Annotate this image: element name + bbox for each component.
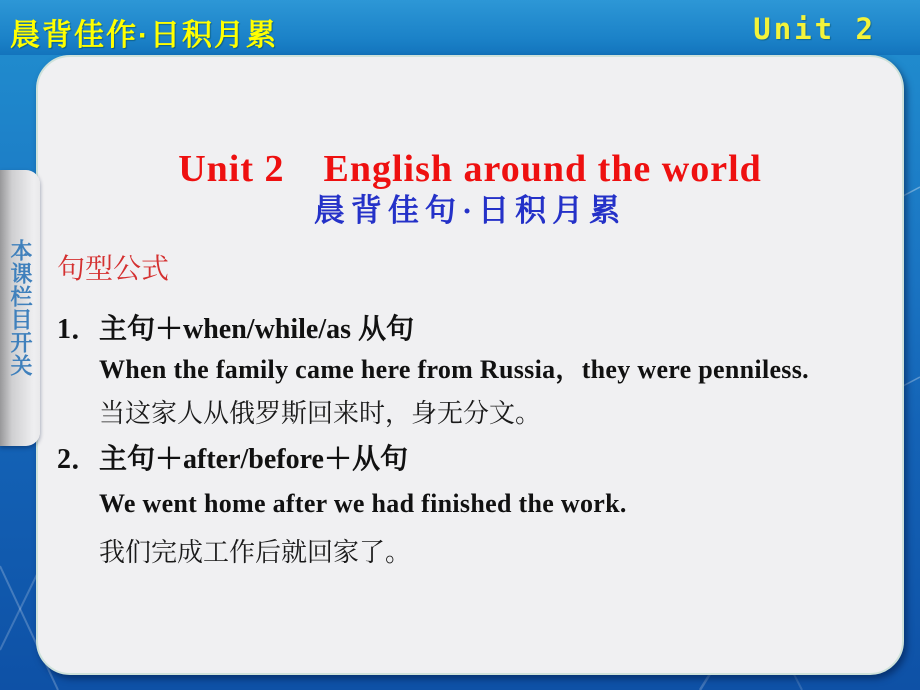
slide-title: Unit 2 English around the world	[178, 148, 762, 190]
pattern-2-example-sentence: We went home after we had finished the work.	[99, 489, 627, 518]
section-label: 句型公式	[57, 254, 170, 285]
header-unit-label: Unit 2	[753, 12, 876, 46]
pattern-1-example-sentence: When the family came here from Russia，they were penniless.	[99, 355, 809, 384]
sidebar-toggle-label: 本课栏目开关	[8, 239, 33, 377]
header-title: 晨背佳作·日积月累	[10, 19, 278, 52]
pattern-2-translation: 我们完成工作后就回家了。	[99, 538, 412, 567]
header-band	[0, 0, 920, 55]
slide-subtitle: 晨背佳句·日积月累	[313, 193, 627, 228]
pattern-2-heading: 2．主句＋after/before＋从句	[57, 444, 408, 475]
slide-card	[36, 55, 904, 675]
sidebar-toggle-tab[interactable]	[0, 170, 40, 446]
pattern-1-translation: 当这家人从俄罗斯回来时，身无分文。	[99, 399, 542, 428]
pattern-1-heading: 1．主句＋when/while/as 从句	[57, 314, 415, 345]
